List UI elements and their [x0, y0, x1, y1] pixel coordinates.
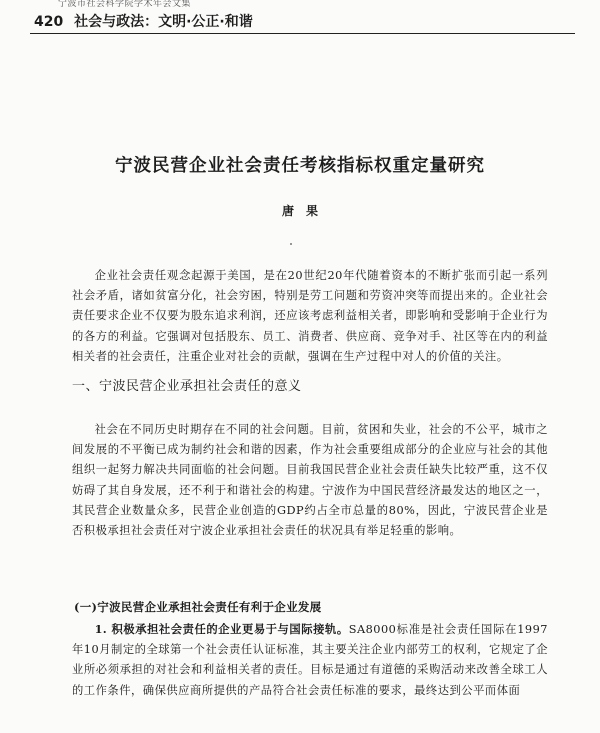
body-paragraph-point-1: [72, 619, 548, 701]
body-paragraph: 社会在不同历史时期存在不同的社会问题。目前，贫困和失业，社会的不公平，城市之间发展的不平衡已成为制约社会和谐的因素，作为社会重要组成部分的企业应与社会的其他组织一起努力解决共同面临的社会问题。目前我国民营企业社会责任缺失比较严重，这不仅妨碍了其自身发展，还不利于和谐社会的构建。宁波作为中国民营经济最发达的地区之一，其民营企业数量众多，民营企业创造的GDP约占全市总量的80%，因此，宁波民营企业是否积极承担社会责任对宁波企业承担社会责任的状况具有举足轻重的影响。: [72, 423, 548, 538]
header-divider: [30, 33, 575, 34]
point-lead: 1. 积极承担社会责任的企业更易于与国际接轨。: [94, 622, 349, 636]
running-head: 宁波市社会科学院学术年会文集: [58, 0, 192, 9]
separator-dot: [290, 243, 292, 245]
section-heading: 一、宁波民营企业承担社会责任的意义: [72, 379, 302, 394]
section-title: 社会与政法：文明·公正·和谐: [74, 14, 253, 30]
page-number: 420: [34, 14, 64, 30]
article-author: 唐果: [281, 204, 330, 218]
article-title: 宁波民营企业社会责任考核指标权重定量研究: [115, 156, 485, 176]
point-text: SA8000标准是社会责任国际在1997年10月制定的全球第一个社会责任认证标准，其主要关注企业内部劳工的权利，它规定了企业所必须承担的对社会和利益相关者的责任。目标是通过有道德的采购活动来改善全球工人的工作条件，确保供应商所提供的产品符合社会责任标准的要求，最终达到公平而体面: [72, 623, 548, 697]
subsection-heading: (一)宁波民营企业承担社会责任有利于企业发展: [74, 600, 322, 614]
page-header: [34, 11, 253, 31]
abstract-paragraph: 企业社会责任观念起源于美国，是在20世纪20年代随着资本的不断扩张而引起一系列社会矛盾，诸如贫富分化，社会穷困，特别是劳工问题和劳资冲突等而提出来的。企业社会责任要求企业不仅要为股东追求利润，还应该考虑利益相关者，即影响和受影响于企业行为的各方的利益。它强调对包括股东、员工、消费者、供应商、竞争对手、社区等在内的利益相关者的社会责任，注重企业对社会的贡献，强调在生产过程中对人的价值的关注。: [72, 269, 548, 363]
